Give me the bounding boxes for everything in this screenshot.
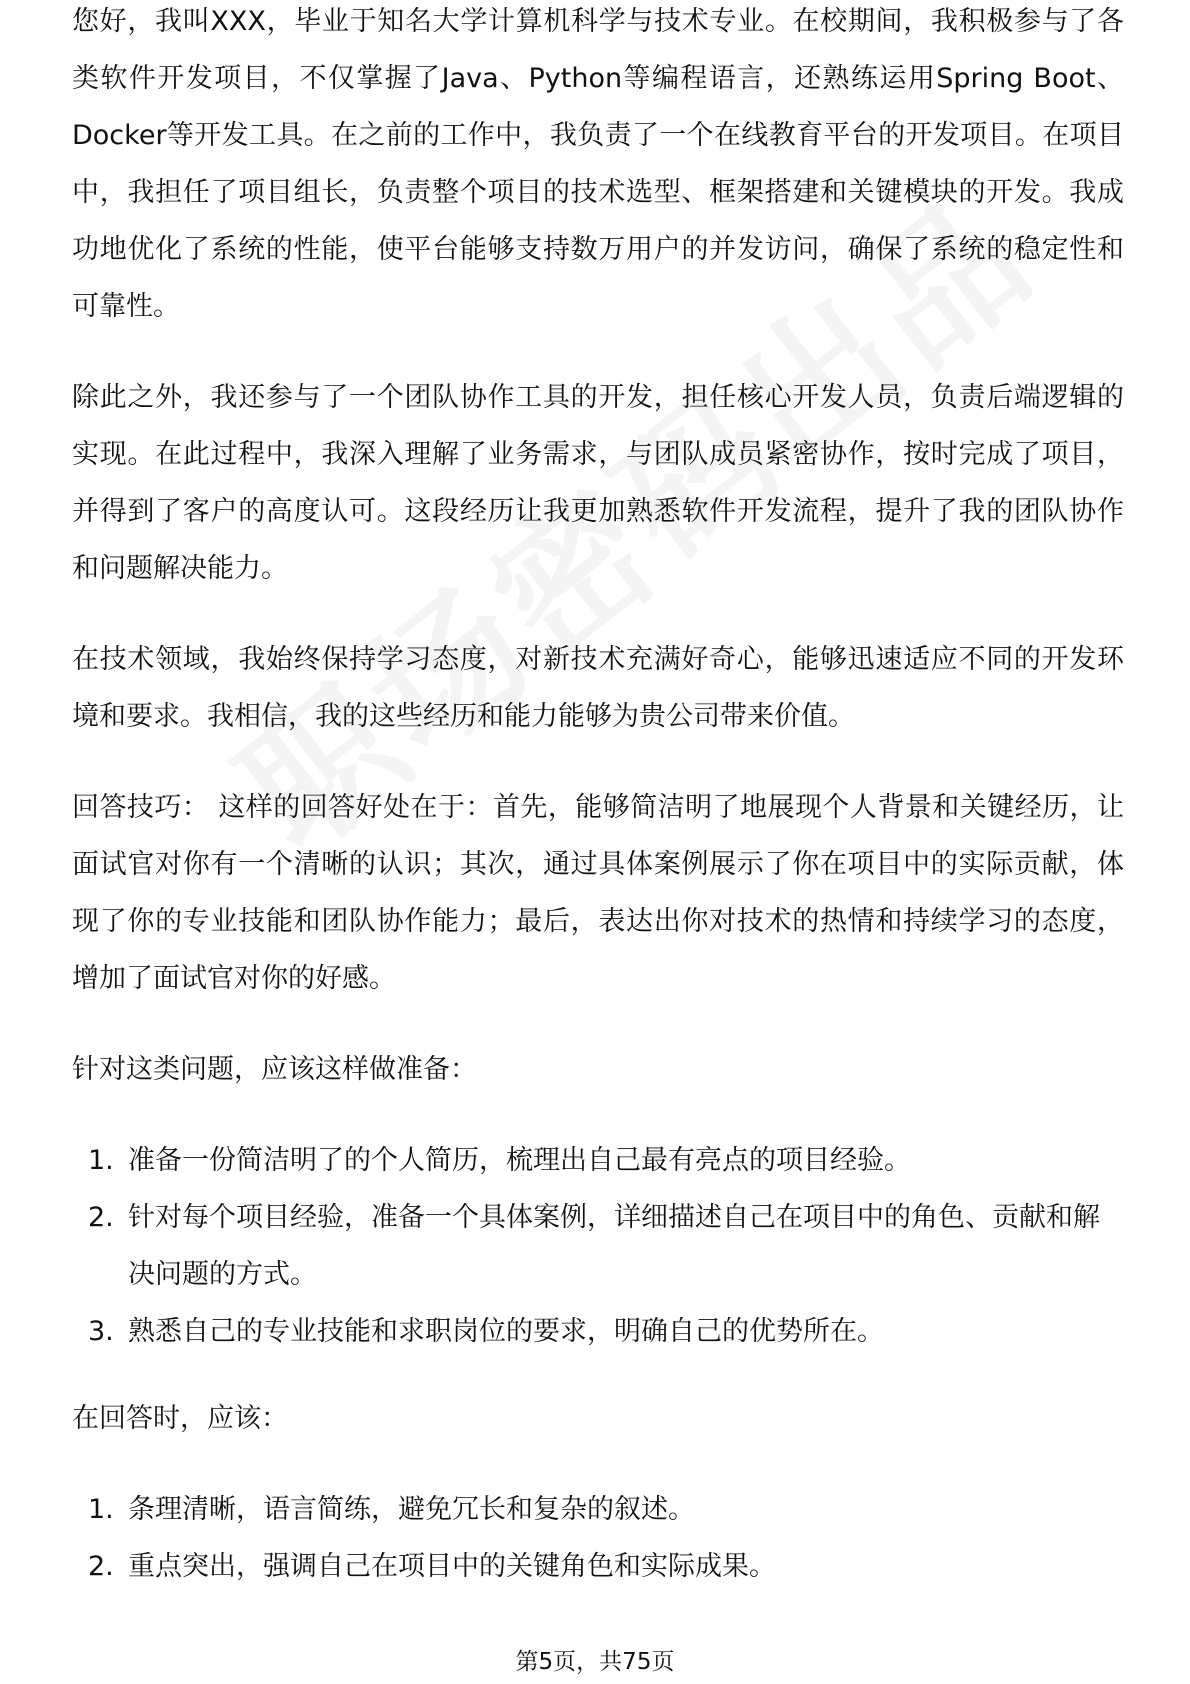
list-text: 针对每个项目经验，准备一个具体案例，详细描述自己在项目中的角色、贡献和解决问题的方式。 (128, 1202, 1100, 1290)
paragraph-answer-tips: 回答技巧： 这样的回答好处在于：首先，能够简洁明了地展现个人背景和关键经历，让面试官对你有一个清晰的认识；其次，通过具体案例展示了你在项目中的实际贡献，体现了你的专业技能和团队协作能力；最后，表达出你对技术的热情和持续学习的态度，增加了面试官对你的好感。 (72, 792, 1124, 994)
list-number: 2. (88, 1551, 114, 1582)
paragraph-team-tool: 除此之外，我还参与了一个团队协作工具的开发，担任核心开发人员，负责后端逻辑的实现。在此过程中，我深入理解了业务需求，与团队成员紧密协作，按时完成了项目，并得到了客户的高度认可。这段经历让我更加熟悉软件开发流程，提升了我的团队协作和问题解决能力。 (72, 382, 1124, 584)
heading-preparation: 针对这类问题，应该这样做准备： (72, 1054, 477, 1085)
list-item (72, 1303, 1124, 1360)
list-item (72, 1481, 1124, 1538)
list-number: 3. (88, 1316, 114, 1347)
list-text: 条理清晰，语言简练，避免冗长和复杂的叙述。 (128, 1494, 695, 1525)
list-number: 1. (88, 1494, 114, 1525)
page-content (72, 0, 1124, 1625)
preparation-list (72, 1132, 1124, 1360)
list-item (72, 1189, 1124, 1303)
heading-when-answering: 在回答时，应该： (72, 1403, 288, 1434)
paragraph-intro: 您好，我叫XXX，毕业于知名大学计算机科学与技术专业。在校期间，我积极参与了各类软件开发项目，不仅掌握了Java、Python等编程语言，还熟练运用Spring Boot、Docker等开发工具。在之前的工作中，我负责了一个在线教育平台的开发项目。在项目中，我担任了项目组长，负责整个项目的技术选型、框架搭建和关键模块的开发。我成功地优化了系统的性能，使平台能够支持数万用户的并发访问，确保了系统的稳定性和可靠性。 (72, 6, 1124, 322)
list-item (72, 1538, 1124, 1595)
list-text: 熟悉自己的专业技能和求职岗位的要求，明确自己的优势所在。 (128, 1316, 884, 1347)
answering-list (72, 1481, 1124, 1595)
list-text: 重点突出，强调自己在项目中的关键角色和实际成果。 (128, 1551, 776, 1582)
list-text: 准备一份简洁明了的个人简历，梳理出自己最有亮点的项目经验。 (128, 1145, 911, 1176)
paragraph-tech-attitude: 在技术领域，我始终保持学习态度，对新技术充满好奇心，能够迅速适应不同的开发环境和要求。我相信，我的这些经历和能力能够为贵公司带来价值。 (72, 644, 1124, 732)
page-number-footer: 第5页，共75页 (515, 1649, 675, 1675)
list-item (72, 1132, 1124, 1189)
list-number: 1. (88, 1145, 114, 1176)
list-number: 2. (88, 1202, 114, 1233)
